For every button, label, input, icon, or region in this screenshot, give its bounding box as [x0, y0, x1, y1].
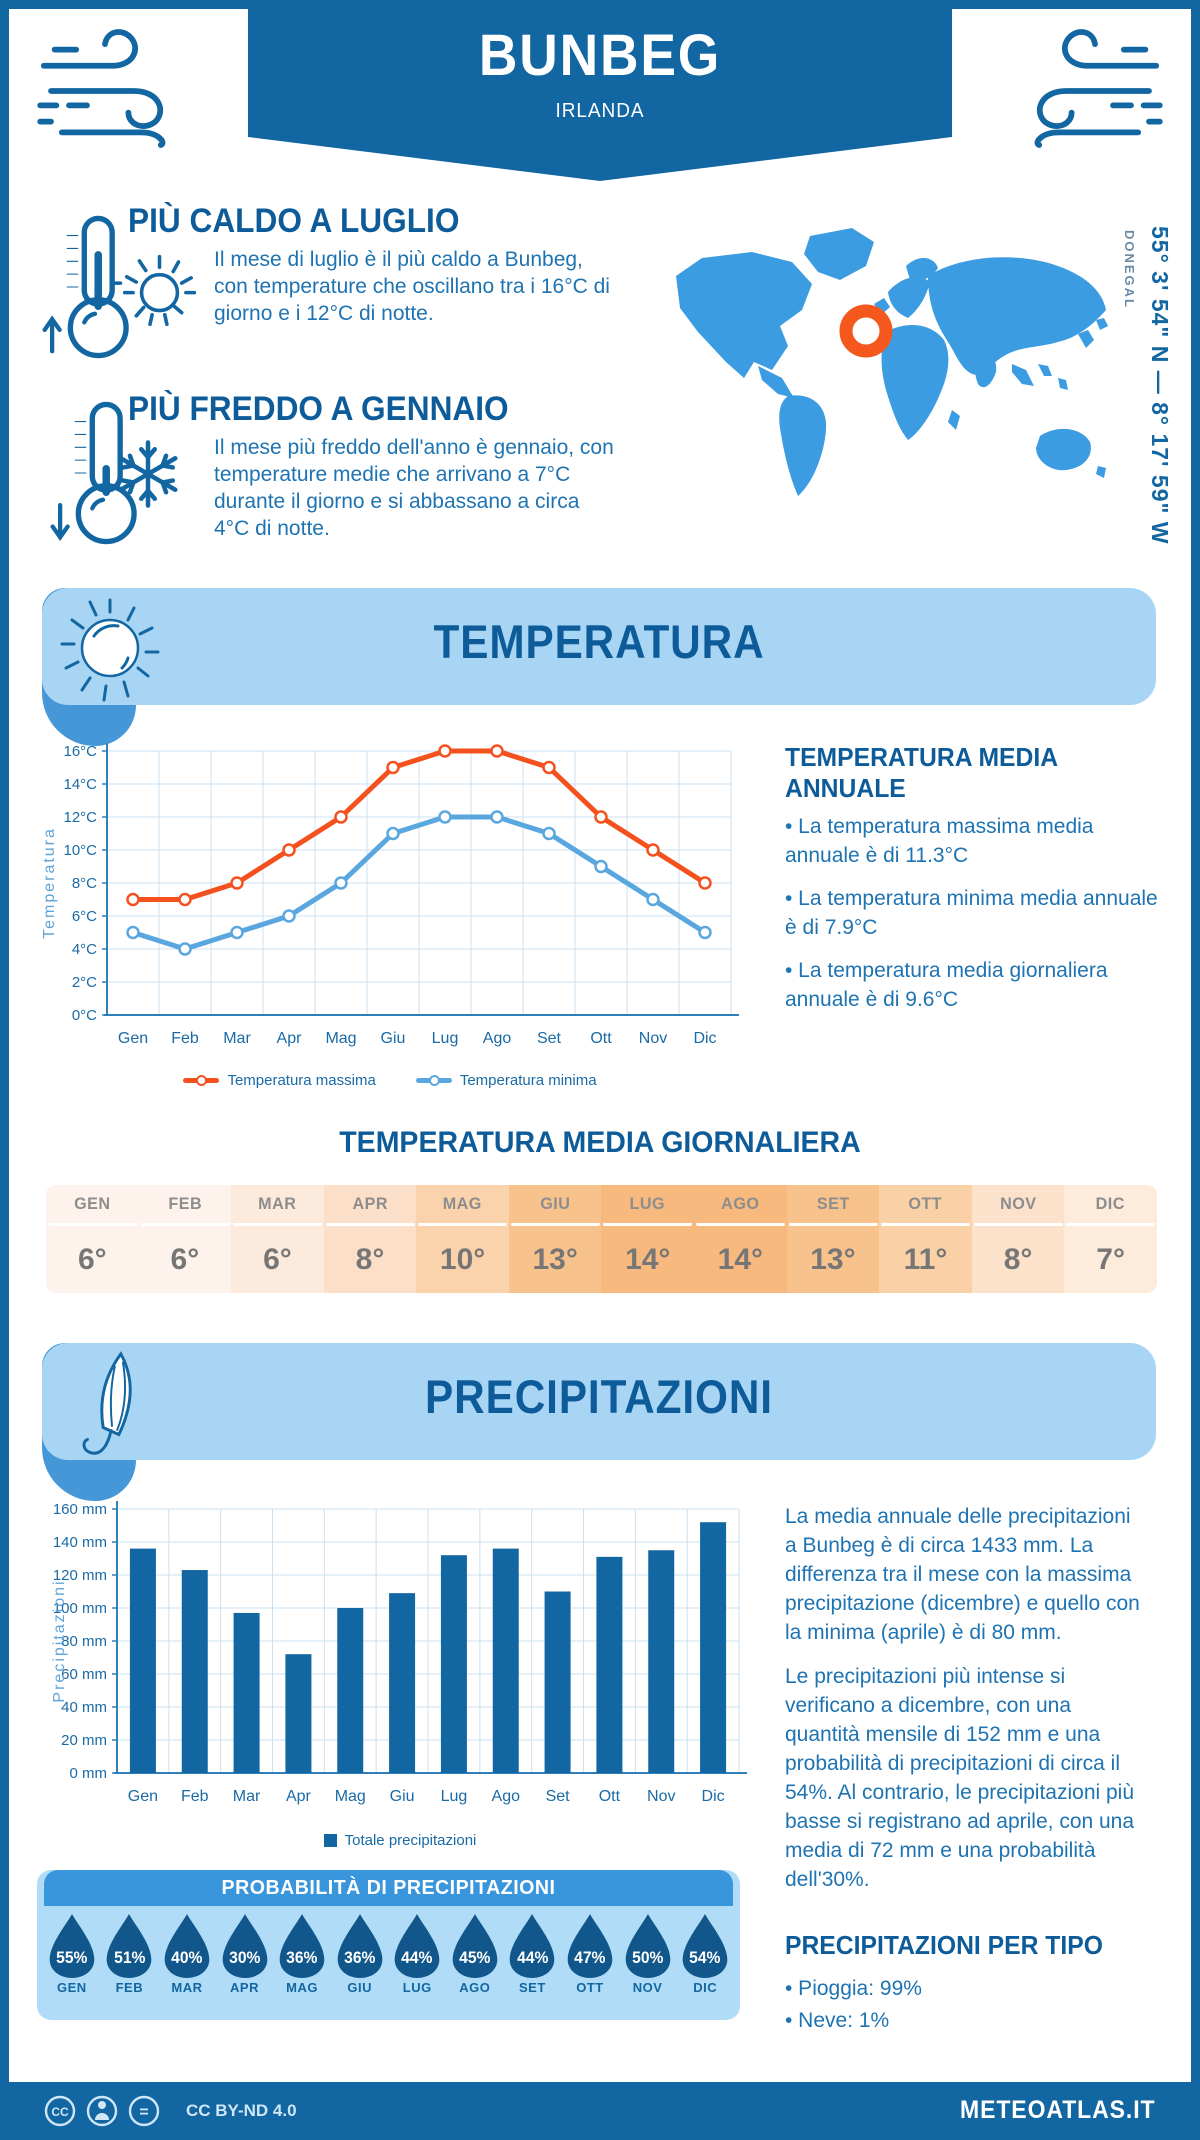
daily-table-value: 7° [1096, 1242, 1125, 1276]
daily-table-value: 8° [355, 1242, 385, 1276]
probability-value: 50% [631, 1948, 664, 1967]
daily-table-month: FEB [141, 1185, 229, 1226]
water-drop-icon [337, 1912, 383, 1978]
svg-text:120 mm: 120 mm [52, 1567, 107, 1584]
license-label: CC BY-ND 4.0 [186, 2101, 297, 2120]
svg-text:Set: Set [536, 1030, 562, 1047]
precip-type-title: PRECIPITAZIONI PER TIPO [785, 1930, 1103, 1960]
probability-value: 51% [113, 1948, 146, 1967]
legend-item: Temperatura massima [183, 1072, 375, 1089]
svg-text:0 mm: 0 mm [69, 1765, 107, 1782]
svg-text:Ott: Ott [598, 1788, 621, 1805]
svg-text:Lug: Lug [431, 1030, 459, 1047]
page-subtitle: IRLANDA [555, 100, 645, 122]
wind-icon [33, 16, 213, 148]
svg-text:0°C: 0°C [71, 1007, 97, 1024]
svg-text:Dic: Dic [701, 1788, 725, 1805]
daily-table-column [509, 1185, 602, 1293]
svg-text:Ott: Ott [590, 1030, 612, 1047]
precipitation-paragraph: Le precipitazioni più intense si verificano a dicembre, con una quantità mensile di 152 mm e una probabilità di precipitazioni di circa il 54%. Al contrario, le precipitazioni più basse si registrano ad aprile, con una media di 72 mm e una probabilità dell'30%. [785, 1665, 1135, 1891]
svg-text:Gen: Gen [127, 1788, 159, 1805]
temperature-chart-legend [40, 1072, 740, 1089]
header-chevron [248, 137, 952, 181]
svg-text:Gen: Gen [117, 1030, 149, 1047]
svg-text:Ago: Ago [491, 1788, 520, 1805]
daily-table-month: MAG [419, 1185, 507, 1226]
probability-month: MAR [171, 1980, 203, 1995]
probability-drop [388, 1912, 446, 2016]
daily-table-value: 13° [532, 1242, 578, 1276]
probability-month: GEN [56, 1980, 87, 1995]
svg-text:Feb: Feb [171, 1030, 199, 1047]
precipitation-section-title: PRECIPITAZIONI [425, 1370, 773, 1423]
site-name: METEOATLAS.IT [960, 2096, 1156, 2124]
region-label: DONEGAL [1122, 230, 1137, 309]
daily-table-column [324, 1185, 417, 1293]
svg-text:16°C: 16°C [63, 743, 97, 760]
daily-table-month: GIU [511, 1185, 599, 1226]
svg-text:Feb: Feb [180, 1788, 209, 1805]
probability-value: 30% [228, 1948, 261, 1967]
svg-text:40 mm: 40 mm [61, 1699, 107, 1716]
daily-table-column [46, 1185, 139, 1293]
daily-temperature-table [46, 1185, 1157, 1293]
daily-table-value: 14° [625, 1242, 671, 1276]
svg-text:20 mm: 20 mm [61, 1732, 107, 1749]
svg-text:140 mm: 140 mm [52, 1534, 107, 1551]
svg-text:Nov: Nov [647, 1788, 676, 1805]
hot-section-title: PIÙ CALDO A LUGLIO [128, 202, 460, 240]
footer-bar [0, 2082, 1200, 2140]
annual-summary-item: • La temperatura media giornaliera annuale è di 9.6°C [785, 959, 1108, 1011]
probability-month: SET [519, 1980, 546, 1995]
svg-text:Mar: Mar [232, 1788, 261, 1805]
precipitation-chart-legend [50, 1832, 750, 1849]
probability-drop [331, 1912, 389, 2016]
daily-table-month: NOV [974, 1185, 1062, 1226]
sun-icon [112, 248, 207, 333]
svg-text:8°C: 8°C [71, 875, 97, 892]
water-drop-icon [164, 1912, 210, 1978]
svg-text:Apr: Apr [276, 1030, 302, 1047]
daily-table-value: 8° [1003, 1242, 1033, 1276]
water-drop-icon [509, 1912, 555, 1978]
probability-month: LUG [402, 1980, 432, 1995]
location-marker [846, 311, 886, 351]
svg-text:100 mm: 100 mm [52, 1600, 107, 1617]
wind-icon [987, 16, 1167, 148]
daily-table-month: LUG [604, 1185, 692, 1226]
svg-text:14°C: 14°C [63, 776, 97, 793]
probability-value: 54% [689, 1948, 721, 1967]
daily-table-column [694, 1185, 787, 1293]
coordinates-label: 55° 3' 54" N — 8° 17' 59" W [1147, 226, 1173, 545]
svg-text:CC: CC [51, 2105, 69, 2119]
svg-text:2°C: 2°C [71, 974, 97, 991]
daily-table-month: AGO [696, 1185, 784, 1226]
annual-summary-title: TEMPERATURA MEDIA ANNUALE [785, 742, 1058, 803]
water-drop-icon [394, 1912, 440, 1978]
probability-month: APR [230, 1980, 259, 1995]
annual-summary-item: • La temperatura minima media annuale è di 7.9°C [785, 887, 1158, 939]
probability-month: DIC [693, 1980, 718, 1995]
page-border-left [0, 0, 9, 2140]
precip-type-item: • Neve: 1% [785, 2009, 890, 2032]
probability-month: NOV [632, 1980, 663, 1995]
daily-table-month: GEN [48, 1185, 136, 1226]
svg-text:60 mm: 60 mm [61, 1666, 107, 1683]
precipitation-probability-panel [37, 1870, 740, 2020]
probability-drop [619, 1912, 677, 2016]
svg-text:Set: Set [545, 1788, 570, 1805]
probability-month: OTT [576, 1980, 604, 1995]
daily-table-column [231, 1185, 324, 1293]
svg-text:Ago: Ago [482, 1030, 512, 1047]
svg-text:Nov: Nov [638, 1030, 668, 1047]
water-drop-icon [567, 1912, 613, 1978]
water-drop-icon [106, 1912, 152, 1978]
svg-text:Mag: Mag [325, 1030, 357, 1047]
page-border-right [1191, 0, 1200, 2140]
daily-table-month: OTT [882, 1185, 970, 1226]
probability-value: 47% [574, 1948, 606, 1967]
daily-table-column [139, 1185, 232, 1293]
probability-drop [101, 1912, 159, 2016]
probability-drop [676, 1912, 734, 2016]
daily-table-column [1064, 1185, 1157, 1293]
water-drop-icon [279, 1912, 325, 1978]
water-drop-icon [625, 1912, 671, 1978]
probability-month: AGO [459, 1980, 491, 1995]
daily-table-column [601, 1185, 694, 1293]
daily-table-month: MAR [233, 1185, 321, 1226]
water-drop-icon [682, 1912, 728, 1978]
daily-table-column [787, 1185, 880, 1293]
precipitation-paragraph: La media annuale delle precipitazioni a Bunbeg è di circa 1433 mm. La differenza tra il mese con la massima precipitazione (dicembre) e quello con la minima (aprile) è di 80 mm. [785, 1505, 1140, 1644]
daily-table-value: 13° [810, 1242, 856, 1276]
probability-drops-row [43, 1912, 734, 2016]
probability-month: FEB [115, 1980, 144, 1995]
probability-value: 44% [401, 1948, 433, 1967]
daily-table-value: 6° [77, 1242, 107, 1276]
probability-drop [504, 1912, 562, 2016]
svg-text:6°C: 6°C [71, 908, 97, 925]
probability-drop [561, 1912, 619, 2016]
probability-drop [273, 1912, 331, 2016]
temperature-section-title: TEMPERATURA [433, 615, 765, 668]
daily-table-value: 14° [717, 1242, 764, 1276]
daily-table-value: 10° [439, 1242, 486, 1276]
probability-month: GIU [347, 1980, 372, 1995]
daily-table-month: SET [789, 1185, 877, 1226]
probability-value: 44% [516, 1948, 549, 1967]
svg-text:160 mm: 160 mm [52, 1501, 107, 1518]
world-map [660, 214, 1130, 554]
svg-text:80 mm: 80 mm [61, 1633, 107, 1650]
svg-text:Mag: Mag [334, 1788, 366, 1805]
probability-value: 36% [344, 1948, 376, 1967]
probability-drop [43, 1912, 101, 2016]
daily-table-title: TEMPERATURA MEDIA GIORNALIERA [339, 1126, 861, 1159]
snowflake-icon [112, 438, 184, 510]
svg-text:Lug: Lug [440, 1788, 468, 1805]
legend-item: Temperatura minima [416, 1072, 597, 1089]
probability-drop [446, 1912, 504, 2016]
probability-value: 55% [56, 1948, 88, 1967]
probability-drop [216, 1912, 274, 2016]
daily-table-value: 6° [263, 1242, 292, 1276]
svg-text:12°C: 12°C [63, 809, 97, 826]
daily-table-month: APR [326, 1185, 414, 1226]
precipitation-bar-chart [50, 1490, 750, 1830]
probability-drop [158, 1912, 216, 2016]
water-drop-icon [222, 1912, 268, 1978]
daily-table-column [416, 1185, 509, 1293]
water-drop-icon [452, 1912, 498, 1978]
svg-text:10°C: 10°C [63, 842, 97, 859]
page-title: BUNBEG [478, 23, 722, 88]
daily-table-value: 6° [170, 1242, 200, 1276]
water-drop-icon [49, 1912, 95, 1978]
svg-text:Giu: Giu [389, 1788, 415, 1805]
temperature-line-chart [40, 733, 740, 1073]
license-block [42, 2091, 297, 2131]
page-border-top [0, 0, 1200, 9]
daily-table-month: DIC [1067, 1185, 1155, 1226]
annual-summary-item: • La temperatura massima media annuale è di 11.3°C [785, 815, 1094, 867]
precip-type-item: • Pioggia: 99% [785, 1977, 922, 2000]
svg-text:Giu: Giu [380, 1030, 406, 1047]
daily-table-column [972, 1185, 1065, 1293]
svg-text:Mar: Mar [223, 1030, 251, 1047]
svg-text:Temperatura: Temperatura [41, 827, 58, 939]
svg-text:Dic: Dic [693, 1030, 717, 1047]
daily-table-column [879, 1185, 972, 1293]
probability-value: 45% [459, 1948, 491, 1967]
probability-value: 36% [286, 1948, 318, 1967]
legend-item: Totale precipitazioni [324, 1832, 477, 1849]
hot-section-text: Il mese di luglio è il più caldo a Bunbeg, con temperature che oscillano tra i 16°C di giorno e i 12°C di notte. [214, 248, 610, 325]
probability-panel-title: PROBABILITÀ DI PRECIPITAZIONI [44, 1870, 733, 1906]
svg-text:=: = [139, 2104, 149, 2121]
daily-table-value: 11° [903, 1242, 948, 1276]
cold-section-title: PIÙ FREDDO A GENNAIO [128, 390, 509, 428]
cc-by-nd-icons [42, 2091, 172, 2131]
svg-text:4°C: 4°C [71, 941, 97, 958]
cold-section-text: Il mese più freddo dell'anno è gennaio, con temperature medie che arrivano a 7°C durante il giorno e si abbassano a circa 4°C di notte. [214, 436, 614, 540]
svg-text:Apr: Apr [285, 1788, 311, 1805]
svg-text:Precipitazioni: Precipitazioni [51, 1579, 68, 1703]
probability-month: MAG [286, 1980, 319, 1995]
probability-value: 40% [171, 1948, 203, 1967]
